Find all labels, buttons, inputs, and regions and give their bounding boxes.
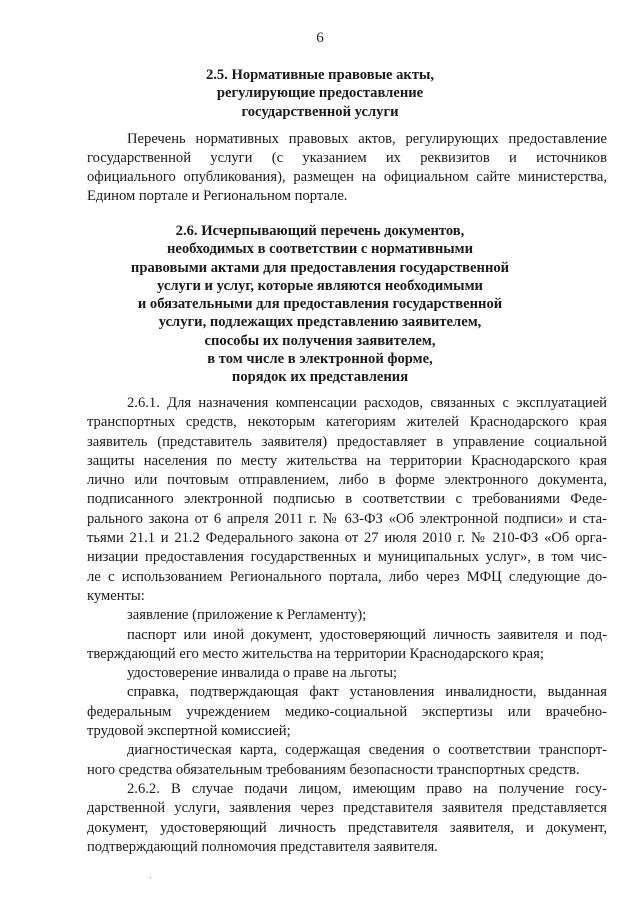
text-line: документ, удостоверяющий личность представителя заявителя, и документ, [87,819,607,836]
list-item: диагностическая карта, содержащая сведения о соответствии транспорт- [127,742,607,759]
heading-line: 2.5. Нормативные правовые акты, [205,67,435,83]
text-line: заявитель (представитель заявителя) предоставляет в управление социальной [87,433,607,450]
list-item: заявление (приложение к Регламенту); [127,607,367,624]
text-line: низации предоставления государственных и муниципальных услуг», в том чис- [87,549,607,566]
text-line: Перечень нормативных правовых актов, регулирующих предоставление [127,131,607,147]
heading-line: способы их получения заявителем, [204,332,436,349]
page-number: 6 [316,30,324,46]
text-line: подтверждающий полномочия представителя заявителя. [87,838,438,855]
heading-line: 2.6. Исчерпывающий перечень документов, [175,223,465,239]
heading-line: порядок их представления [231,369,409,386]
text-line: подписанного электронной подписью в соответствии с требованиями Феде- [87,491,607,508]
section-2-5-paragraph [87,130,607,206]
section-2-5-heading [60,66,580,121]
heading-line: услуги, подлежащих представлению заявителем, [158,314,482,331]
list-item-continuation: тверждающий его место жительства на территории Краснодарского края; [87,645,544,662]
text-line: рального закона от 6 апреля 2011 г. № 63-ФЗ «Об электронной подписи» и ста- [87,510,607,527]
heading-line: регулирующие предоставление [216,85,424,102]
text-line: 2.6.2. В случае подачи лицом, имеющим право на получение госу- [127,780,607,797]
text-line: дарственной услуги, заявления через представителя заявителя представляется [87,800,607,817]
list-item: удостоверение инвалида о праве на льготы; [127,665,398,682]
list-item: справка, подтверждающая факт установления инвалидности, выданная [127,684,607,701]
text-line: транспортных средств, некоторым категориям жителей Краснодарского края [87,414,607,431]
text-line: ле с использованием Регионального портала, либо через МФЦ следующие до- [87,568,607,585]
text-line: 2.6.1. Для назначения компенсации расходов, связанных с эксплуатацией [127,395,607,411]
heading-line: необходимых в соответствии с нормативными [167,241,473,258]
heading-line: услуги и услуг, которые являются необходимыми [157,277,483,294]
text-line: государственной услуги (с указанием их реквизитов и источников [87,150,607,166]
section-2-6-1-paragraph [87,394,607,857]
text-line: кументы: [87,587,145,604]
list-item: паспорт или иной документ, удостоверяющий личность заявителя и под- [127,626,607,643]
text-line: тьями 21.1 и 21.2 Федерального закона от 27 июля 2010 г. № 210-ФЗ «Об орга- [87,530,607,547]
text-line: защиты населения по месту жительства на территории Краснодарского края [87,452,607,469]
list-item-continuation: ного средства обязательным требованиям безопасности транспортных средств. [87,761,580,778]
text-line: официального опубликования), размещен на официальном сайте министерства, [87,169,607,185]
scan-speck [150,877,151,878]
section-2-6-heading [60,222,580,387]
heading-line: в том числе в электронной форме, [207,351,433,368]
heading-line: государственной услуги [241,103,399,120]
list-item-continuation: федеральным учреждением медико-социальной экспертизы или врачебно- [87,703,607,720]
heading-line: правовыми актами для предоставления государственной [130,259,510,276]
list-item-continuation: трудовой экспертной комиссией; [87,723,291,740]
text-line: лично или почтовым отправлением, либо в форме электронного документа, [87,472,607,489]
text-line: Едином портале и Региональном портале. [87,188,348,204]
heading-line: и обязательными для предоставления государственной [137,296,503,313]
